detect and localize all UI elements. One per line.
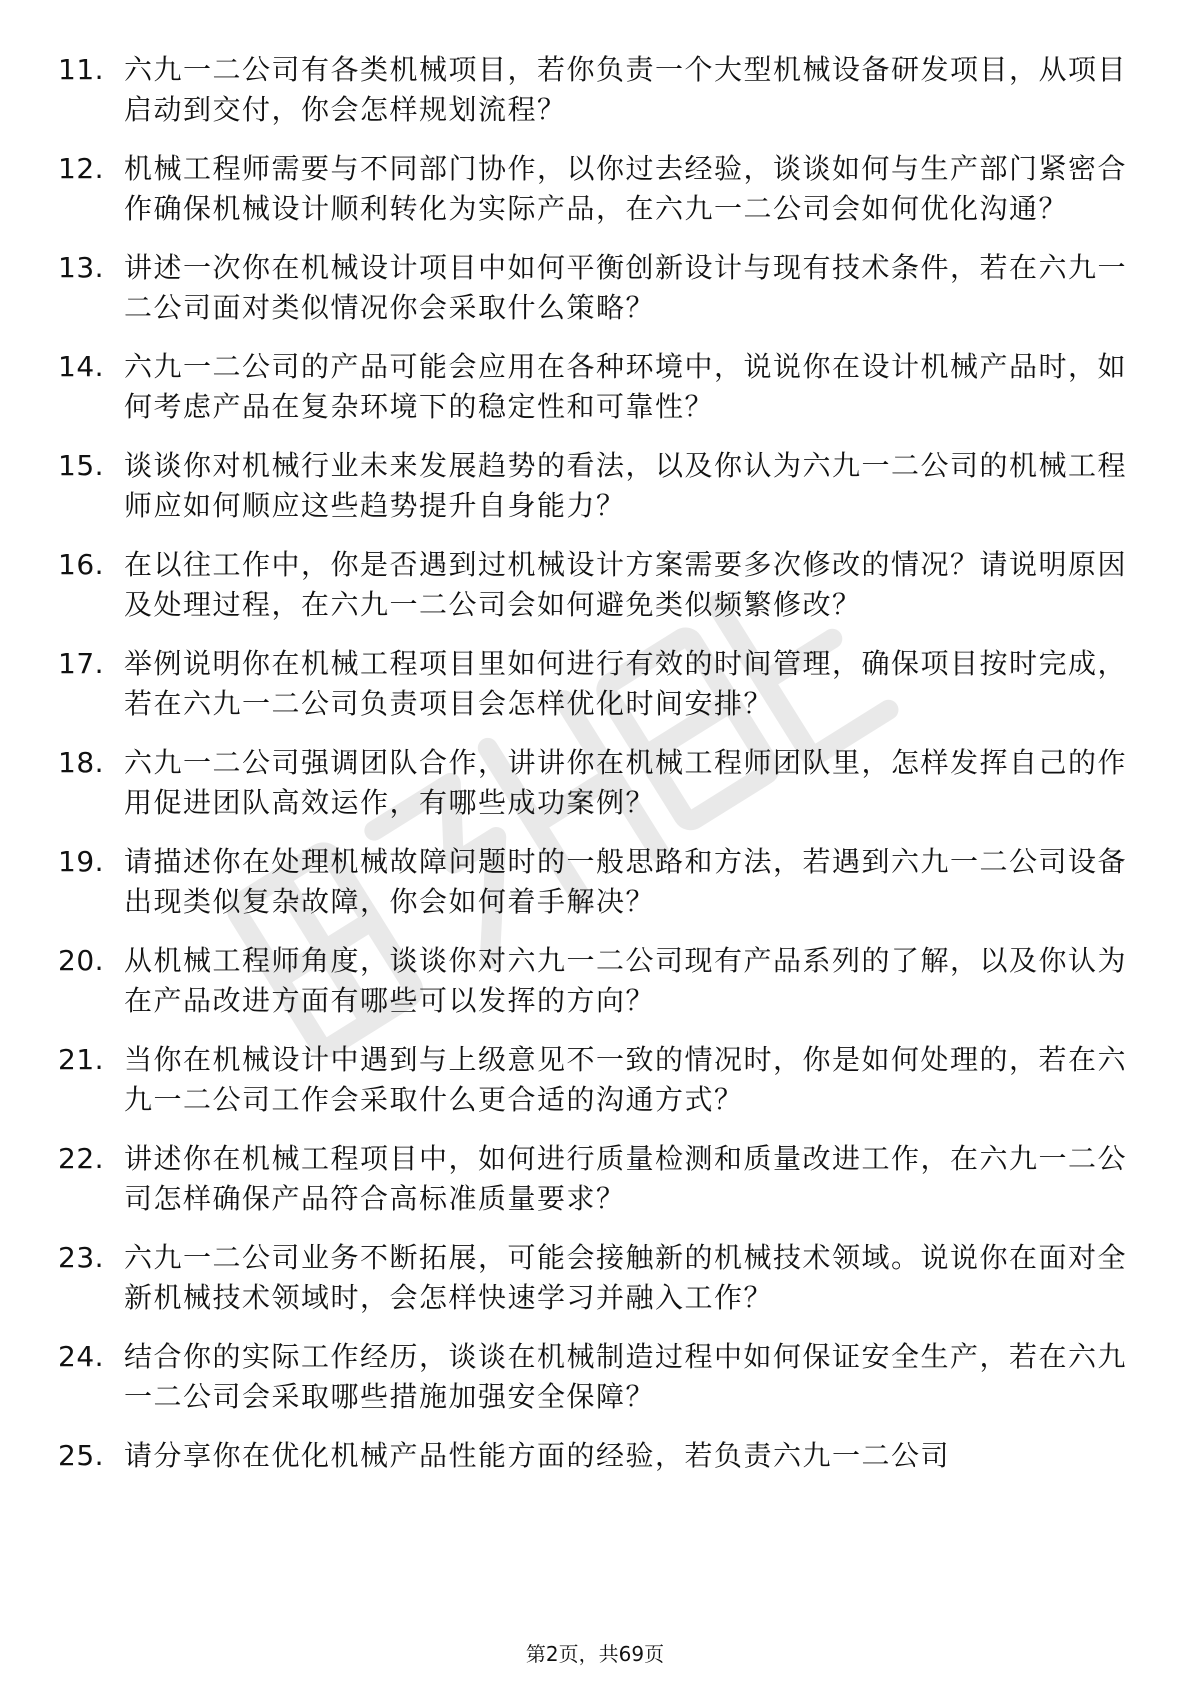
question-number: 17. xyxy=(58,647,105,680)
question-item xyxy=(58,446,1138,526)
question-item xyxy=(58,1436,1138,1476)
question-item xyxy=(58,941,1138,1021)
question-item xyxy=(58,1238,1138,1318)
page-number: 第2页，共69页 xyxy=(525,1642,665,1666)
question-number: 18. xyxy=(58,746,105,779)
question-text: 六九一二公司业务不断拓展，可能会接触新的机械技术领域。说说你在面对全新机械技术领域时，会怎样快速学习并融入工作？ xyxy=(124,1241,1128,1314)
question-text: 当你在机械设计中遇到与上级意见不一致的情况时，你是如何处理的，若在六九一二公司工作会采取什么更合适的沟通方式？ xyxy=(124,1043,1128,1116)
question-text: 请分享你在优化机械产品性能方面的经验，若负责六九一二公司 xyxy=(124,1439,951,1472)
question-number: 23. xyxy=(58,1241,105,1274)
question-item xyxy=(58,347,1138,427)
question-item xyxy=(58,644,1138,724)
page-footer xyxy=(0,1640,1190,1668)
question-number: 20. xyxy=(58,944,105,977)
question-text: 在以往工作中，你是否遇到过机械设计方案需要多次修改的情况？请说明原因及处理过程，在六九一二公司会如何避免类似频繁修改？ xyxy=(124,548,1128,621)
question-number: 19. xyxy=(58,845,105,878)
question-item xyxy=(58,248,1138,328)
question-number: 24. xyxy=(58,1340,105,1373)
question-number: 21. xyxy=(58,1043,105,1076)
question-number: 16. xyxy=(58,548,105,581)
question-text: 六九一二公司的产品可能会应用在各种环境中，说说你在设计机械产品时，如何考虑产品在复杂环境下的稳定性和可靠性？ xyxy=(124,350,1128,423)
question-text: 从机械工程师角度，谈谈你对六九一二公司现有产品系列的了解，以及你认为在产品改进方面有哪些可以发挥的方向？ xyxy=(124,944,1128,1017)
question-number: 11. xyxy=(58,53,105,86)
question-text: 六九一二公司强调团队合作，讲讲你在机械工程师团队里，怎样发挥自己的作用促进团队高效运作，有哪些成功案例？ xyxy=(124,746,1128,819)
question-number: 13. xyxy=(58,251,105,284)
question-text: 结合你的实际工作经历，谈谈在机械制造过程中如何保证安全生产，若在六九一二公司会采取哪些措施加强安全保障？ xyxy=(124,1340,1128,1413)
question-number: 14. xyxy=(58,350,105,383)
question-number: 22. xyxy=(58,1142,105,1175)
question-item xyxy=(58,1139,1138,1219)
question-text: 讲述一次你在机械设计项目中如何平衡创新设计与现有技术条件，若在六九一二公司面对类似情况你会采取什么策略？ xyxy=(124,251,1128,324)
question-item xyxy=(58,743,1138,823)
question-item xyxy=(58,1337,1138,1417)
question-item xyxy=(58,50,1138,130)
question-text: 六九一二公司有各类机械项目，若你负责一个大型机械设备研发项目，从项目启动到交付，你会怎样规划流程？ xyxy=(124,53,1128,126)
question-text: 举例说明你在机械工程项目里如何进行有效的时间管理，确保项目按时完成，若在六九一二公司负责项目会怎样优化时间安排？ xyxy=(124,647,1128,720)
question-text: 机械工程师需要与不同部门协作，以你过去经验，谈谈如何与生产部门紧密合作确保机械设计顺利转化为实际产品，在六九一二公司会如何优化沟通？ xyxy=(124,152,1128,225)
question-text: 讲述你在机械工程项目中，如何进行质量检测和质量改进工作，在六九一二公司怎样确保产品符合高标准质量要求？ xyxy=(124,1142,1128,1215)
question-number: 15. xyxy=(58,449,105,482)
question-item xyxy=(58,545,1138,625)
question-number: 12. xyxy=(58,152,105,185)
question-item xyxy=(58,1040,1138,1120)
question-list xyxy=(58,50,1138,1495)
question-item xyxy=(58,149,1138,229)
question-text: 谈谈你对机械行业未来发展趋势的看法，以及你认为六九一二公司的机械工程师应如何顺应这些趋势提升自身能力？ xyxy=(124,449,1128,522)
question-number: 25. xyxy=(58,1439,105,1472)
question-item xyxy=(58,842,1138,922)
question-text: 请描述你在处理机械故障问题时的一般思路和方法，若遇到六九一二公司设备出现类似复杂故障，你会如何着手解决？ xyxy=(124,845,1128,918)
